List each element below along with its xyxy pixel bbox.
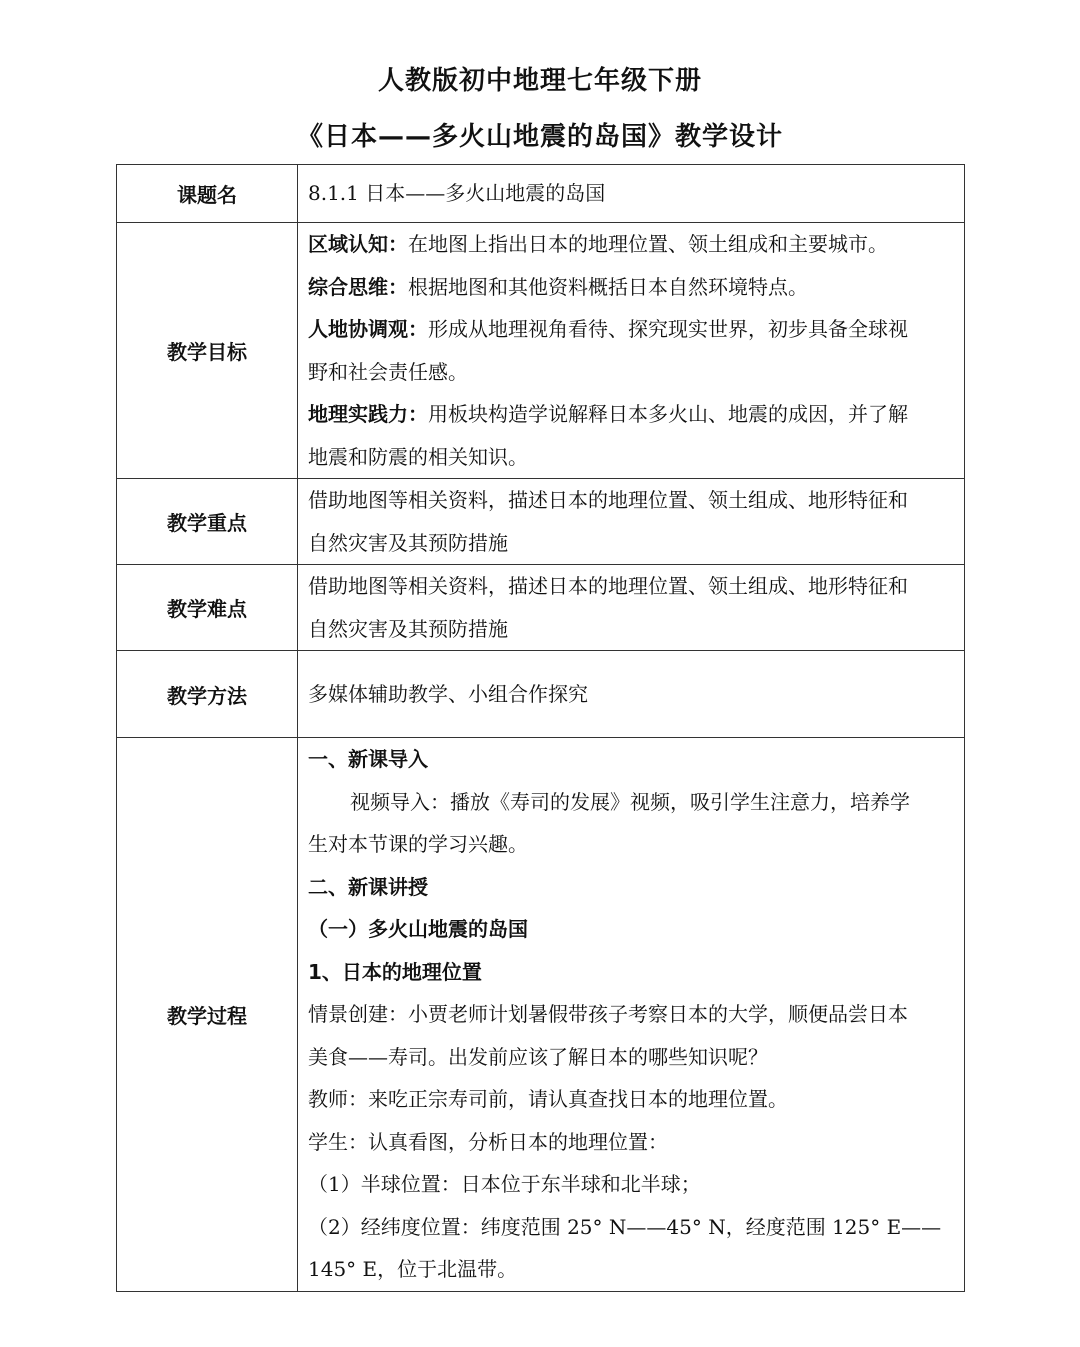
value-difficulty [298, 565, 965, 651]
goal-head: 地理实践力： [308, 402, 428, 426]
process-line: 学生：认真看图，分析日本的地理位置： [308, 1129, 668, 1154]
value-method [298, 651, 965, 738]
process-line: 生对本节课的学习兴趣。 [308, 832, 528, 856]
goal-item [308, 308, 954, 351]
process-line: 教师：来吃正宗寿司前，请认真查找日本的地理位置。 [308, 1087, 788, 1111]
row-key-points [117, 479, 965, 565]
process-line: 美食——寿司。出发前应该了解日本的哪些知识呢？ [308, 1044, 768, 1069]
goal-item [308, 223, 954, 266]
value-goals [298, 223, 965, 479]
lesson-plan-table [116, 164, 965, 1292]
goal-item [308, 266, 954, 309]
goal-text: 形成从地理视角看待、探究现实世界，初步具备全球视 [428, 317, 908, 341]
row-topic [117, 165, 965, 223]
goal-text: 根据地图和其他资料概括日本自然环境特点。 [408, 274, 808, 299]
label-difficulty: 教学难点 [117, 565, 298, 651]
goal-head: 人地协调观： [308, 317, 428, 341]
label-goals: 教学目标 [117, 223, 298, 479]
process-heading: 二、新课讲授 [308, 874, 428, 899]
process-subheading: （一）多火山地震的岛国 [308, 917, 528, 941]
difficulty-line: 自然灾害及其预防措施 [308, 616, 508, 641]
goal-item [308, 393, 954, 436]
value-process [298, 738, 965, 1292]
topic-text: 8.1.1 日本——多火山地震的岛国 [308, 181, 606, 206]
process-line: 情景创建：小贾老师计划暑假带孩子考察日本的大学，顺便品尝日本 [308, 1002, 908, 1026]
label-method: 教学方法 [117, 651, 298, 738]
method-text: 多媒体辅助教学、小组合作探究 [308, 681, 588, 706]
process-line: 视频导入：播放《寿司的发展》视频，吸引学生注意力，培养学 [350, 789, 910, 814]
document-subtitle: 《日本——多火山地震的岛国》教学设计 [296, 122, 783, 152]
value-topic [298, 165, 965, 223]
row-goals [117, 223, 965, 479]
process-line: （1）半球位置：日本位于东半球和北半球； [308, 1172, 701, 1196]
key-line: 借助地图等相关资料，描述日本的地理位置、领土组成、地形特征和 [308, 488, 908, 512]
key-line: 自然灾害及其预防措施 [308, 530, 508, 555]
goal-text: 在地图上指出日本的地理位置、领土组成和主要城市。 [408, 232, 888, 256]
difficulty-line: 借助地图等相关资料，描述日本的地理位置、领土组成、地形特征和 [308, 574, 908, 598]
goal-text-cont: 野和社会责任感。 [308, 359, 468, 384]
process-heading: 一、新课导入 [308, 747, 428, 771]
goal-text-cont: 地震和防震的相关知识。 [308, 444, 528, 469]
label-topic: 课题名 [117, 165, 298, 223]
goal-head: 综合思维： [308, 274, 408, 299]
process-subheading: 1、日本的地理位置 [308, 959, 482, 984]
label-key-points: 教学重点 [117, 479, 298, 565]
process-line: 145° E，位于北温带。 [308, 1257, 518, 1281]
process-line: （2）经纬度位置：纬度范围 25° N——45° N，经度范围 125° E—— [308, 1214, 942, 1239]
value-key-points [298, 479, 965, 565]
label-process: 教学过程 [117, 738, 298, 1292]
document-title: 人教版初中地理七年级下册 [377, 66, 702, 96]
row-method [117, 651, 965, 738]
goal-head: 区域认知： [308, 232, 408, 256]
goal-text: 用板块构造学说解释日本多火山、地震的成因，并了解 [428, 402, 908, 426]
row-difficulty [117, 565, 965, 651]
row-process [117, 738, 965, 1292]
